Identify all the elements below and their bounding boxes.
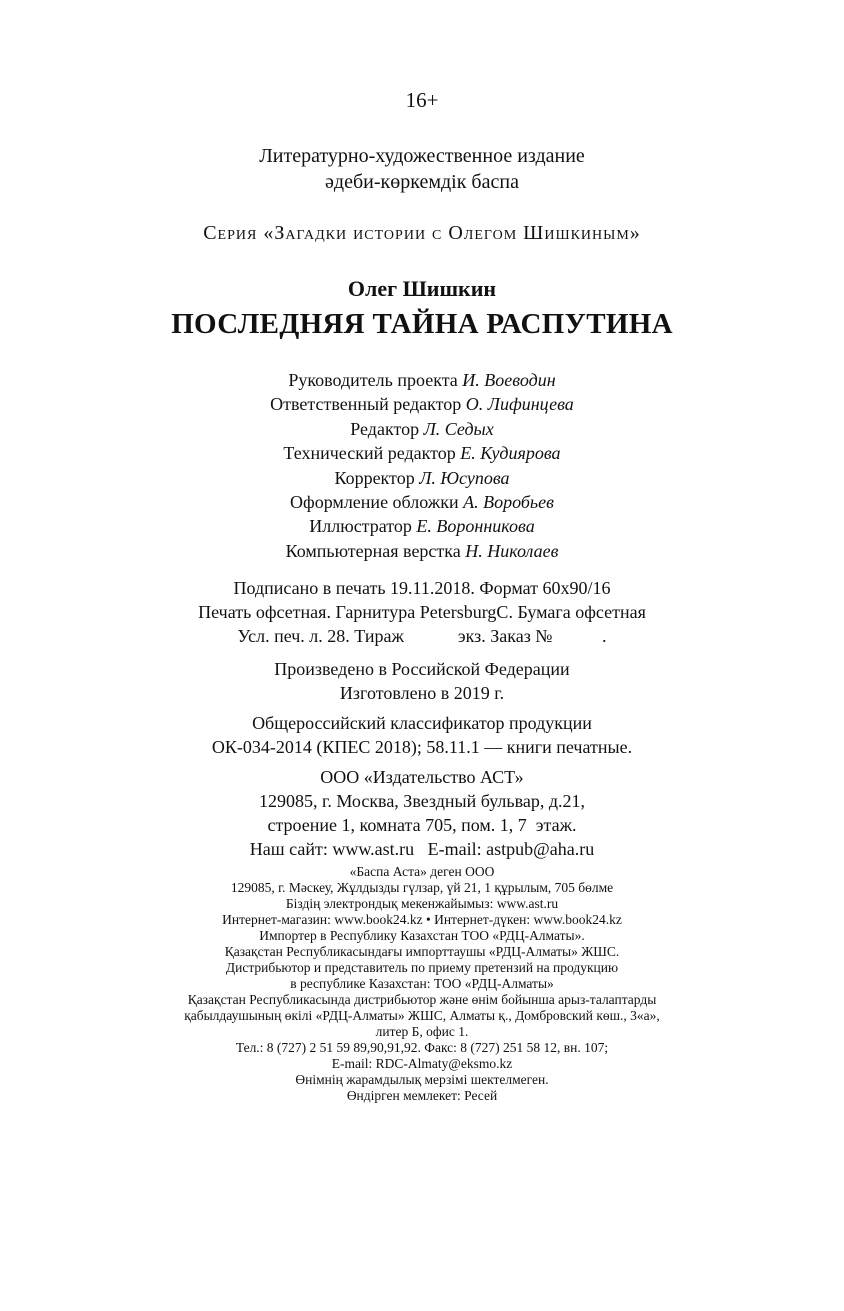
credit-line — [0, 490, 844, 514]
origin-line: Произведено в Российской Федерации — [274, 659, 570, 679]
credit-person: Л. Седых — [423, 418, 494, 439]
credit-line — [0, 466, 844, 490]
kazakh-info-line: Өнімнің жарамдылық мерзімі шектелмеген. — [295, 1072, 549, 1087]
credit-role: Руководитель проекта — [288, 370, 458, 390]
origin-line: Изготовлено в 2019 г. — [339, 683, 505, 703]
credit-role: Иллюстратор — [309, 516, 412, 537]
book-title: ПОСЛЕДНЯЯ ТАЙНА РАСПУТИНА — [171, 308, 673, 340]
credit-line — [0, 392, 844, 416]
credit-role: Технический редактор — [283, 443, 456, 464]
credit-person: А. Воробьев — [463, 492, 554, 513]
credit-role: Редактор — [350, 418, 420, 439]
credit-role: Оформление обложки — [290, 492, 459, 513]
kazakh-info-line: 129085, г. Мәскеу, Жұлдызды гүлзар, үй 21, 1 құрылым, 705 бөлме — [230, 880, 614, 895]
kazakh-info-line: в республике Казахстан: ТОО «РДЦ-Алматы» — [290, 976, 554, 991]
kazakh-info-line: «Баспа Аста» деген ООО — [349, 864, 495, 879]
credits-block — [0, 368, 844, 563]
genre-line-ru: Литературно-художественное издание — [259, 145, 585, 167]
publisher-line: строение 1, комната 705, пом. 1, 7 этаж. — [267, 815, 577, 835]
kazakh-info-line: Өндірген мемлекет: Ресей — [346, 1088, 498, 1103]
publisher-line: ООО «Издательство АСТ» — [320, 767, 524, 787]
kazakh-info-line: Интернет-магазин: www.book24.kz • Интернет-дүкен: www.book24.kz — [222, 912, 622, 927]
credit-person: Л. Юсупова — [419, 467, 510, 488]
kazakh-info-line: Дистрибьютор и представитель по приему претензий на продукцию — [225, 960, 619, 975]
publisher-line: Наш сайт: www.ast.ru E-mail: astpub@aha.ru — [249, 839, 595, 859]
credit-person: Е. Воронникова — [416, 516, 535, 537]
kazakh-info-line: Қазақстан Республикасындағы импорттаушы «РДЦ-Алматы» ЖШС. — [224, 944, 620, 959]
print-info-line: Подписано в печать 19.11.2018. Формат 60x90/16 — [233, 578, 611, 598]
credit-person: О. Лифинцева — [465, 394, 574, 415]
kazakh-info-line: Тел.: 8 (727) 2 51 59 89,90,91,92. Факс: 8 (727) 251 58 12, вн. 107; — [235, 1040, 609, 1055]
classifier-line: ОК-034-2014 (КПЕС 2018); 58.11.1 — книги печатные. — [211, 737, 633, 757]
genre-line-kz: әдеби-көркемдік баспа — [325, 171, 519, 193]
credit-person: И. Воеводин — [462, 370, 556, 390]
credit-role: Компьютерная верстка — [285, 540, 461, 561]
kazakh-info-line: литер Б, офис 1. — [375, 1024, 469, 1039]
author-name: Олег Шишкин — [347, 276, 497, 301]
age-rating: 16+ — [405, 88, 439, 112]
credit-role: Корректор — [334, 467, 415, 488]
credit-role: Ответственный редактор — [270, 394, 462, 415]
credit-line — [0, 368, 844, 392]
credit-person: Н. Николаев — [465, 540, 559, 561]
kazakh-info-line: қабылдаушының өкілі «РДЦ-Алматы» ЖШС, Алматы қ., Домбровский көш., 3«а», — [184, 1008, 660, 1023]
kazakh-info-line: E-mail: RDC-Almaty@eksmo.kz — [331, 1056, 513, 1071]
credit-line — [0, 441, 844, 465]
print-info-line: Усл. печ. л. 28. Тираж экз. Заказ № . — [237, 626, 607, 646]
publisher-line: 129085, г. Москва, Звездный бульвар, д.21, — [258, 791, 586, 811]
kazakh-info-line: Қазақстан Республикасында дистрибьютор және өнім бойынша арыз-талаптарды — [187, 992, 657, 1007]
credit-person: Е. Кудиярова — [460, 443, 561, 464]
credit-line — [0, 514, 844, 538]
kazakh-info-line: Біздің электрондық мекенжайымыз: www.ast.ru — [285, 896, 559, 911]
credit-line — [0, 417, 844, 441]
classifier-line: Общероссийский классификатор продукции — [252, 713, 592, 733]
credit-line — [0, 539, 844, 563]
kazakh-info-line: Импортер в Республику Казахстан ТОО «РДЦ-Алматы». — [259, 928, 585, 943]
print-info-line: Печать офсетная. Гарнитура PetersburgC. Бумага офсетная — [198, 602, 646, 622]
series-title: Серия «Загадки истории с Олегом Шишкиным» — [203, 222, 641, 244]
